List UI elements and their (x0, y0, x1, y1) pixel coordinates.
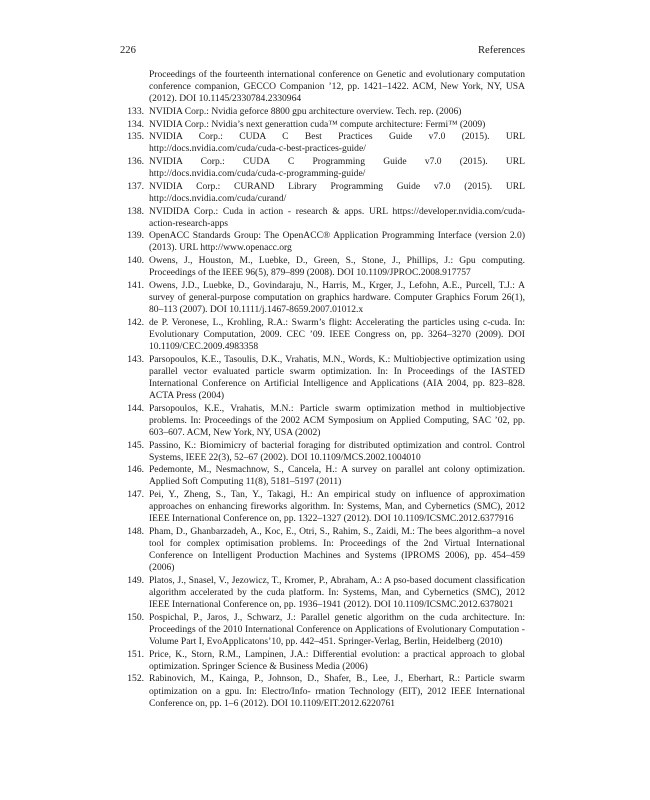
reference-text: Owens, J.D., Luebke, D., Govindaraju, N., Harris, M., Krger, J., Lefohn, A.E., Purcell, T.J.: A survey of general-purpose computation on graphics hardware. Computer Graphics Forum 26(1), 80–113 (2007). DOI 10.1111/j.1467-8659.2007.01012.x (149, 279, 525, 316)
reference-text: NVIDIDA Corp.: Cuda in action - research & apps. URL https://developer.nvidia.com/cuda-action-research-apps (149, 205, 525, 229)
reference-number: 147. (127, 489, 144, 501)
reference-number: 141. (127, 279, 144, 291)
reference-number: 138. (127, 205, 144, 217)
reference-entry (120, 206, 525, 230)
reference-number: 139. (127, 230, 144, 242)
reference-entry (120, 119, 525, 131)
page-number: 226 (120, 45, 136, 56)
reference-text: NVIDIA Corp.: CURAND Library Programming Guide v7.0 (2015). URL http://docs.nvidia.com/cuda/curand/ (149, 180, 525, 204)
reference-text: NVIDIA Corp.: Nvidia geforce 8800 gpu architecture overview. Tech. rep. (2006) (149, 105, 462, 117)
reference-entry (120, 156, 525, 180)
reference-text: Parsopoulos, K.E., Vrahatis, M.N.: Particle swarm optimization method in multiobjective problems. In: Proceedings of the 2002 ACM Symposium on Applied Computing, SAC ’02, pp. 603–607. ACM, New York, NY, USA (2002) (149, 402, 525, 438)
reference-entry (120, 230, 525, 254)
reference-text: Pedemonte, M., Nesmachnow, S., Cancela, H.: A survey on parallel ant colony optimization. Applied Soft Computing 11(8), 5181–5197 (2011) (149, 464, 525, 488)
reference-entry (120, 255, 525, 279)
reference-text: Parsopoulos, K.E., Tasoulis, D.K., Vrahatis, M.N., Words, K.: Multiobjective optimization using parallel vector evaluated particle swarm optimization. In: In Proceedings of the IASTED International Conference on Artificial Intelligence and Applications (AIA 2004, pp. 823–828. ACTA Press (2004) (149, 353, 525, 401)
reference-entry (120, 106, 525, 118)
reference-entry (120, 464, 525, 488)
reference-text: Rabinovich, M., Kainga, P., Johnson, D., Shafer, B., Lee, J., Eberhart, R.: Particle swarm optimization on a gpu. In: Electro/Info- rmation Technology (EIT), 2012 IEEE International Conference on, pp. 1–6 (2012). DOI 10.1109/EIT.2012.6220761 (149, 673, 525, 709)
running-title: References (477, 45, 525, 56)
reference-number: 152. (127, 673, 144, 685)
reference-entry (120, 612, 525, 648)
reference-number: 151. (127, 648, 144, 660)
reference-entry (120, 354, 525, 402)
reference-text: NVIDIA Corp.: CUDA C Best Practices Guide v7.0 (2015). URL http://docs.nvidia.com/cuda/cuda-c-best-practices-guide/ (149, 131, 525, 155)
reference-entry (120, 526, 525, 574)
reference-text: Owens, J., Houston, M., Luebke, D., Green, S., Stone, J., Phillips, J.: Gpu computing. Proceedings of the IEEE 96(5), 879–899 (2008). DOI 10.1109/JPROC.2008.917757 (149, 255, 525, 279)
reference-number: 135. (127, 131, 144, 143)
reference-number: 146. (127, 464, 144, 476)
reference-number: 137. (127, 180, 144, 192)
reference-number: 136. (127, 156, 144, 168)
reference-text: Price, K., Storn, R.M., Lampinen, J.A.: Differential evolution: a practical approach to global optimization. Springer Science & Business Media (2006) (149, 648, 525, 672)
reference-text: OpenACC Standards Group: The OpenACC® Application Programming Interface (version 2.0) (2013). URL http://www.openacc.org (149, 230, 525, 254)
reference-entry (120, 440, 525, 464)
reference-text: Passino, K.: Biomimicry of bacterial foraging for distributed optimization and control. Control Systems, IEEE 22(3), 52–67 (2002). DOI 10.1109/MCS.2002.1004010 (149, 439, 525, 463)
reference-number: 143. (127, 353, 144, 365)
reference-entry (120, 317, 525, 353)
reference-text: Pham, D., Ghanbarzadeh, A., Koc, E., Otri, S., Rahim, S., Zaidi, M.: The bees algorithm–a novel tool for complex optimisation problems. In: Proceedings of the 2nd Virtual International Conference on Intelligent Production Machines and Systems (IPROMS 2006), pp. 454–459 (2006) (149, 525, 525, 574)
reference-number: 142. (127, 316, 144, 328)
reference-entry (120, 575, 525, 611)
reference-number: 150. (127, 611, 144, 623)
reference-entry (120, 280, 525, 316)
reference-number: 145. (127, 439, 144, 451)
reference-number: 134. (127, 118, 144, 130)
reference-number: 133. (127, 105, 144, 117)
reference-text: Proceedings of the fourteenth international conference on Genetic and evolutionary computation conference companion, GECCO Companion ’12, pp. 1421–1422. ACM, New York, NY, USA (2012). DOI 10.1145/2330784.2330964 (149, 69, 525, 105)
reference-text: Pospichal, P., Jaros, J., Schwarz, J.: Parallel genetic algorithm on the cuda architecture. In: Proceedings of the 2010 International Conference on Applications of Evolutionary Computation - Volume Part I, EvoApplicatons’10, pp. 442–451. Springer-Verlag, Berlin, Heidelberg (2010) (149, 611, 525, 647)
reference-number: 149. (127, 574, 144, 586)
reference-entry (120, 69, 525, 105)
reference-number: 144. (127, 402, 144, 414)
reference-number: 148. (127, 525, 144, 537)
reference-entry (120, 181, 525, 205)
reference-text: NVIDIA Corp.: CUDA C Programming Guide v7.0 (2015). URL http://docs.nvidia.com/cuda/cuda-c-programming-guide/ (149, 156, 525, 180)
reference-entry (120, 403, 525, 439)
reference-number: 140. (127, 255, 144, 267)
reference-text: Pei, Y., Zheng, S., Tan, Y., Takagi, H.: An empirical study on influence of approximation approaches on enhancing fireworks algorithm. In: Systems, Man, and Cybernetics (SMC), 2012 IEEE International Conference on, pp. 1322–1327 (2012). DOI 10.1109/ICSMC.2012.6377916 (149, 489, 525, 525)
reference-entry (120, 649, 525, 673)
reference-entry (120, 673, 525, 709)
reference-text: de P. Veronese, L., Krohling, R.A.: Swarm’s flight: Accelerating the particles using c-cuda. In: Evolutionary Computation, 2009. CEC ’09. IEEE Congress on, pp. 3264–3270 (2009). DOI 10.1109/CEC.2009.4983358 (149, 316, 525, 352)
reference-list (120, 69, 525, 710)
reference-text: Platos, J., Snasel, V., Jezowicz, T., Kromer, P., Abraham, A.: A pso-based document classification algorithm accelerated by the cuda platform. In: Systems, Man, and Cybernetics (SMC), 2012 IEEE International Conference on, pp. 1936–1941 (2012). DOI 10.1109/ICSMC.2012.6378021 (149, 574, 525, 611)
reference-entry (120, 131, 525, 155)
reference-text: NVIDIA Corp.: Nvidia’s next generattion cuda™ compute architecture: Fermi™ (2009) (149, 118, 486, 130)
reference-entry (120, 489, 525, 525)
